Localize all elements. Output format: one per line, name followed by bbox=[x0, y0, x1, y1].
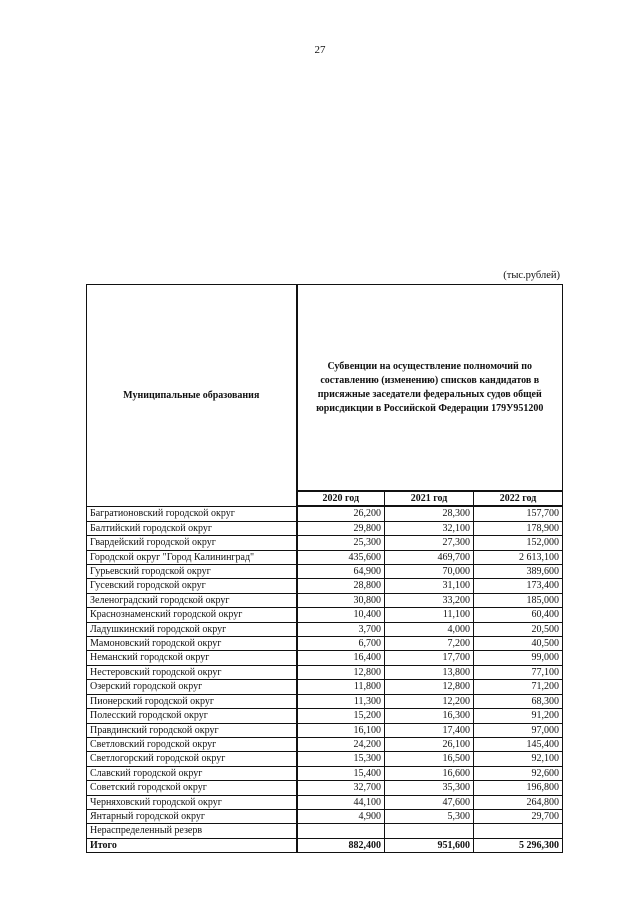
table-row bbox=[87, 550, 563, 564]
row-value-2020: 15,200 bbox=[297, 709, 385, 723]
table-row bbox=[87, 536, 563, 550]
row-value-2020: 29,800 bbox=[297, 521, 385, 535]
row-municipality: Правдинский городской округ bbox=[87, 723, 297, 737]
row-value-2021: 26,100 bbox=[385, 737, 474, 751]
header-municipal: Муниципальные образования bbox=[87, 285, 297, 507]
row-value-2022: 178,900 bbox=[474, 521, 563, 535]
table-row bbox=[87, 608, 563, 622]
row-value-2022: 40,500 bbox=[474, 637, 563, 651]
row-value-2021: 11,100 bbox=[385, 608, 474, 622]
table-row bbox=[87, 781, 563, 795]
row-municipality: Пионерский городской округ bbox=[87, 694, 297, 708]
row-value-2020: 16,400 bbox=[297, 651, 385, 665]
row-value-2022: 389,600 bbox=[474, 565, 563, 579]
row-value-2020: 11,300 bbox=[297, 694, 385, 708]
table-row bbox=[87, 593, 563, 607]
row-municipality: Городской округ "Город Калининград" bbox=[87, 550, 297, 564]
row-municipality: Нераспределенный резерв bbox=[87, 824, 297, 838]
row-value-2021: 469,700 bbox=[385, 550, 474, 564]
table-row bbox=[87, 665, 563, 679]
header-year-2021: 2021 год bbox=[385, 491, 474, 506]
row-municipality: Славский городской округ bbox=[87, 766, 297, 780]
table-row bbox=[87, 809, 563, 823]
row-value-2022: 91,200 bbox=[474, 709, 563, 723]
row-value-2020: 28,800 bbox=[297, 579, 385, 593]
row-value-2021: 16,500 bbox=[385, 752, 474, 766]
units-label: (тыс.рублей) bbox=[503, 270, 560, 281]
row-municipality: Гурьевский городской округ bbox=[87, 565, 297, 579]
row-value-2020: 15,300 bbox=[297, 752, 385, 766]
row-value-2020: 64,900 bbox=[297, 565, 385, 579]
row-value-2020: 15,400 bbox=[297, 766, 385, 780]
row-value-2020: 44,100 bbox=[297, 795, 385, 809]
row-value-2021: 28,300 bbox=[385, 506, 474, 521]
row-municipality: Гусевский городской округ bbox=[87, 579, 297, 593]
row-value-2022: 60,400 bbox=[474, 608, 563, 622]
row-value-2020 bbox=[297, 824, 385, 838]
total-row bbox=[87, 838, 563, 852]
row-municipality: Гвардейский городской округ bbox=[87, 536, 297, 550]
table-row bbox=[87, 694, 563, 708]
table-row bbox=[87, 637, 563, 651]
row-value-2021: 47,600 bbox=[385, 795, 474, 809]
row-value-2021: 16,600 bbox=[385, 766, 474, 780]
page-number: 27 bbox=[314, 44, 326, 56]
total-value: 951,600 bbox=[385, 838, 474, 852]
row-value-2022: 152,000 bbox=[474, 536, 563, 550]
subvention-table bbox=[86, 284, 563, 853]
row-municipality: Полесский городской округ bbox=[87, 709, 297, 723]
table-row bbox=[87, 709, 563, 723]
row-value-2021: 7,200 bbox=[385, 637, 474, 651]
row-value-2021: 27,300 bbox=[385, 536, 474, 550]
row-value-2021: 31,100 bbox=[385, 579, 474, 593]
row-value-2020: 11,800 bbox=[297, 680, 385, 694]
row-municipality: Багратионовский городской округ bbox=[87, 506, 297, 521]
row-value-2022: 77,100 bbox=[474, 665, 563, 679]
row-value-2020: 10,400 bbox=[297, 608, 385, 622]
row-value-2021: 17,400 bbox=[385, 723, 474, 737]
row-value-2022: 68,300 bbox=[474, 694, 563, 708]
row-value-2022: 92,600 bbox=[474, 766, 563, 780]
row-value-2021: 33,200 bbox=[385, 593, 474, 607]
table-row bbox=[87, 737, 563, 751]
table-row bbox=[87, 506, 563, 521]
row-value-2022: 264,800 bbox=[474, 795, 563, 809]
row-municipality: Советский городской округ bbox=[87, 781, 297, 795]
table-row bbox=[87, 723, 563, 737]
row-value-2020: 24,200 bbox=[297, 737, 385, 751]
row-value-2022: 185,000 bbox=[474, 593, 563, 607]
row-value-2021: 13,800 bbox=[385, 665, 474, 679]
row-value-2022: 99,000 bbox=[474, 651, 563, 665]
row-value-2021: 35,300 bbox=[385, 781, 474, 795]
row-value-2020: 6,700 bbox=[297, 637, 385, 651]
table-row bbox=[87, 824, 563, 838]
row-value-2021 bbox=[385, 824, 474, 838]
row-value-2022: 2 613,100 bbox=[474, 550, 563, 564]
row-municipality: Светловский городской округ bbox=[87, 737, 297, 751]
table-row bbox=[87, 565, 563, 579]
row-value-2021: 4,000 bbox=[385, 622, 474, 636]
row-value-2022: 71,200 bbox=[474, 680, 563, 694]
row-value-2022: 20,500 bbox=[474, 622, 563, 636]
row-value-2022: 29,700 bbox=[474, 809, 563, 823]
total-label: Итого bbox=[87, 838, 297, 852]
row-value-2020: 4,900 bbox=[297, 809, 385, 823]
row-value-2020: 26,200 bbox=[297, 506, 385, 521]
row-municipality: Ладушкинский городской округ bbox=[87, 622, 297, 636]
row-value-2021: 70,000 bbox=[385, 565, 474, 579]
row-value-2021: 5,300 bbox=[385, 809, 474, 823]
row-municipality: Янтарный городской округ bbox=[87, 809, 297, 823]
table-row bbox=[87, 680, 563, 694]
header-year-2022: 2022 год bbox=[474, 491, 563, 506]
table-row bbox=[87, 622, 563, 636]
row-value-2020: 25,300 bbox=[297, 536, 385, 550]
row-value-2021: 16,300 bbox=[385, 709, 474, 723]
table-body bbox=[87, 506, 563, 852]
row-value-2022: 92,100 bbox=[474, 752, 563, 766]
row-value-2022 bbox=[474, 824, 563, 838]
row-municipality: Светлогорский городской округ bbox=[87, 752, 297, 766]
row-value-2022: 173,400 bbox=[474, 579, 563, 593]
row-value-2020: 16,100 bbox=[297, 723, 385, 737]
total-value: 882,400 bbox=[297, 838, 385, 852]
row-value-2022: 157,700 bbox=[474, 506, 563, 521]
header-subvention: Субвенции на осуществление полномочий по составлению (изменению) списков кандидатов в присяжные заседатели федеральных судов общей юрисдикции в Российской Федерации 179У951200 bbox=[297, 285, 563, 492]
row-value-2021: 12,200 bbox=[385, 694, 474, 708]
row-municipality: Озерский городской округ bbox=[87, 680, 297, 694]
table-row bbox=[87, 651, 563, 665]
row-value-2020: 32,700 bbox=[297, 781, 385, 795]
row-value-2022: 145,400 bbox=[474, 737, 563, 751]
header-year-2020: 2020 год bbox=[297, 491, 385, 506]
table-row bbox=[87, 766, 563, 780]
row-value-2022: 196,800 bbox=[474, 781, 563, 795]
table-row bbox=[87, 795, 563, 809]
table-row bbox=[87, 579, 563, 593]
total-value: 5 296,300 bbox=[474, 838, 563, 852]
row-value-2021: 32,100 bbox=[385, 521, 474, 535]
row-value-2020: 435,600 bbox=[297, 550, 385, 564]
row-value-2022: 97,000 bbox=[474, 723, 563, 737]
row-municipality: Краснознаменский городской округ bbox=[87, 608, 297, 622]
row-value-2020: 12,800 bbox=[297, 665, 385, 679]
row-municipality: Балтийский городской округ bbox=[87, 521, 297, 535]
table-row bbox=[87, 521, 563, 535]
row-value-2020: 30,800 bbox=[297, 593, 385, 607]
row-municipality: Черняховский городской округ bbox=[87, 795, 297, 809]
row-municipality: Мамоновский городской округ bbox=[87, 637, 297, 651]
table-row bbox=[87, 752, 563, 766]
row-municipality: Зеленоградский городской округ bbox=[87, 593, 297, 607]
row-value-2021: 12,800 bbox=[385, 680, 474, 694]
row-value-2020: 3,700 bbox=[297, 622, 385, 636]
row-municipality: Нестеровский городской округ bbox=[87, 665, 297, 679]
row-value-2021: 17,700 bbox=[385, 651, 474, 665]
row-municipality: Неманский городской округ bbox=[87, 651, 297, 665]
